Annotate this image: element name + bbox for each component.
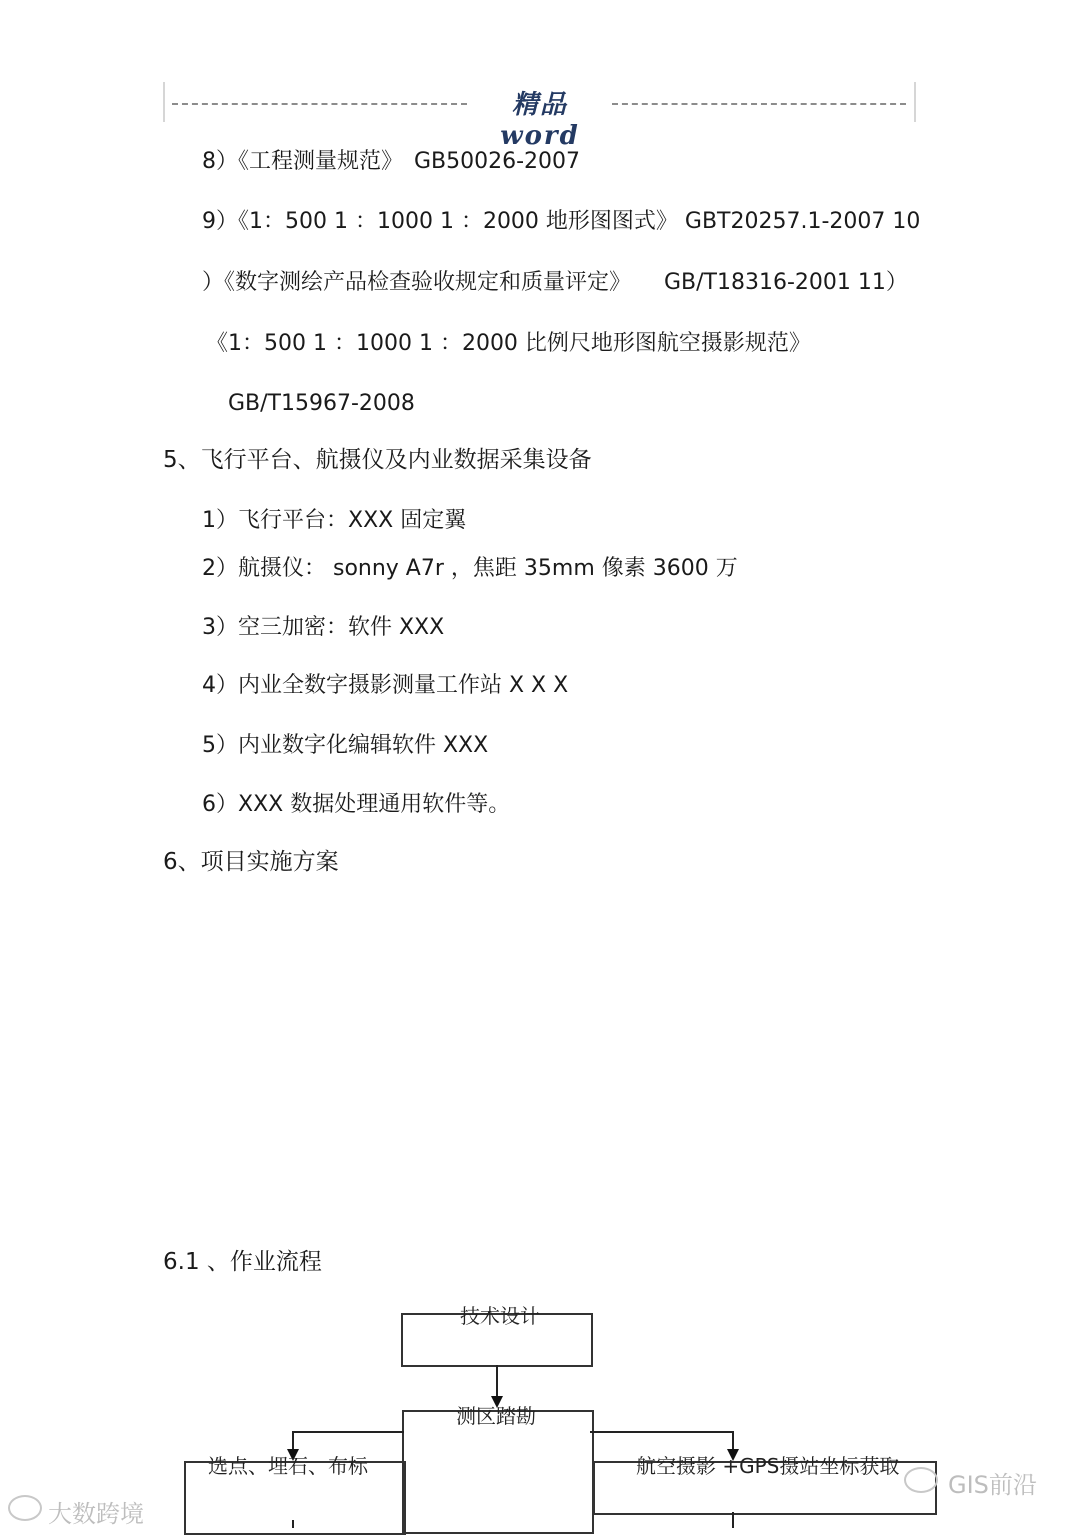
section-6-1-heading: 6.1 、作业流程: [163, 1249, 322, 1275]
equipment-item-3: 3）空三加密：软件 XXX: [202, 615, 445, 640]
continue-line-left: [292, 1520, 294, 1528]
branch-line-left: [292, 1431, 404, 1433]
ref-item-11-code: GB/T15967-2008: [228, 391, 415, 416]
survey-label: 测区踏勘: [456, 1404, 536, 1428]
equipment-item-5: 5）内业数字化编辑软件 XXX: [202, 733, 489, 758]
point-select-label: 选点、埋石、布标: [208, 1454, 368, 1478]
ref-item-10: ）《数字测绘产品检查验收规定和质量评定》 GB/T18316-2001 11）: [202, 270, 908, 295]
header-title: 精品 word: [500, 90, 580, 151]
tech-design-label: 技术设计: [460, 1304, 540, 1328]
wechat-logo-icon-left: [8, 1495, 42, 1521]
watermark-right: GIS前沿: [948, 1471, 1037, 1499]
header-dash-right: [612, 103, 906, 105]
header-right-border: [914, 82, 916, 122]
aerial-photo-label: 航空摄影 +GPS摄站坐标获取: [636, 1454, 900, 1478]
ref-item-8: 8）《工程测量规范》 GB50026-2007: [202, 149, 581, 174]
continue-line-right: [732, 1512, 734, 1528]
watermark-left: 大数跨境: [48, 1500, 144, 1528]
wechat-logo-icon-right: [904, 1467, 938, 1493]
header-left-border: [163, 82, 165, 122]
branch-line-right: [590, 1431, 734, 1433]
equipment-item-4: 4）内业全数字摄影测量工作站 X X X: [202, 673, 569, 698]
ref-item-11: 《1：500 1 ：1000 1 ：2000 比例尺地形图航空摄影规范》: [206, 331, 811, 356]
arrow-line-design-to-survey: [496, 1365, 498, 1400]
equipment-item-2: 2）航摄仪： sonny A7r ，焦距 35mm 像素 3600 万: [202, 556, 738, 581]
equipment-item-6: 6）XXX 数据处理通用软件等。: [202, 792, 511, 817]
ref-item-9: 9）《1：500 1 ：1000 1 ：2000 地形图图式》 GBT20257.1-2007 10: [202, 209, 921, 234]
section-5-heading: 5、飞行平台、航摄仪及内业数据采集设备: [163, 447, 592, 473]
section-6-heading: 6、项目实施方案: [163, 849, 339, 875]
equipment-item-1: 1）飞行平台：XXX 固定翼: [202, 508, 467, 533]
header-dash-left: [172, 103, 467, 105]
